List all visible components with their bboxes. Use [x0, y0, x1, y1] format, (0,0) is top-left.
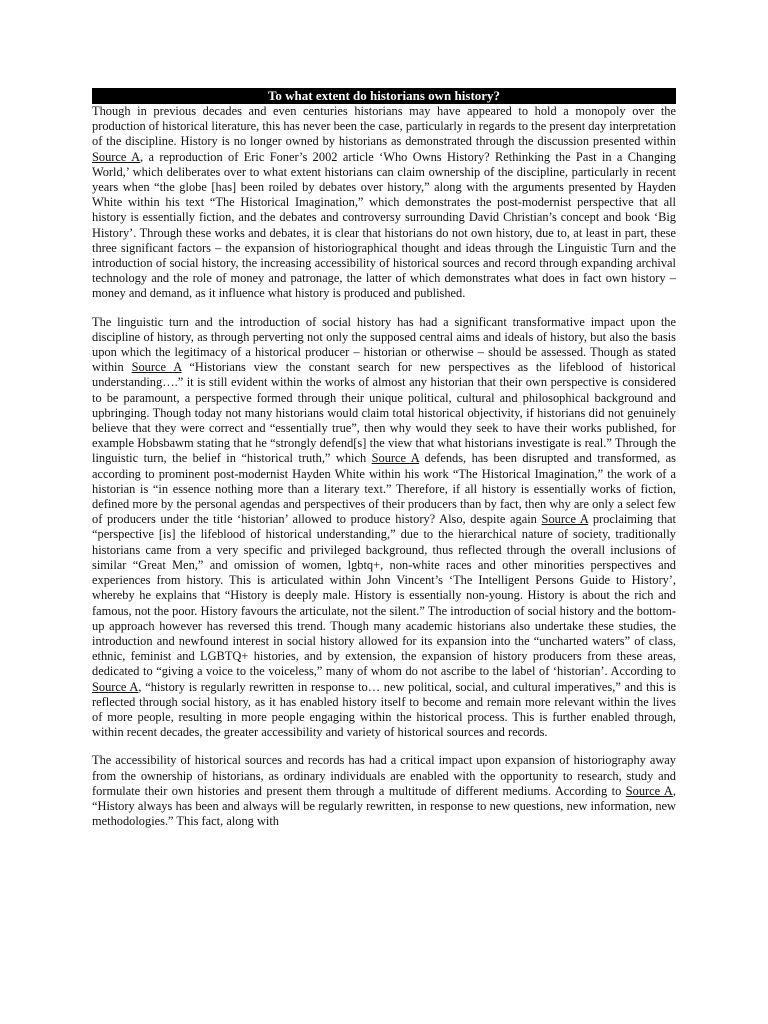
- paragraph-text: proclaiming that “perspective [is] the lifeblood of historical understanding,” due to the hierarchical nature of society, traditionally historians came from a very specific and privileged background, thus reflected through the overall inclusions of similar “Great Men,” and omission of women, lgbtq+, non-white races and other minorities perspectives and experiences from history. This is articulated within John Vincent’s ‘The Intelligent Persons Guide to History’, whereby he explains that “History is deeply male. History is essentially non-young. History is about the rich and famous, not the poor. History favours the articulate, not the silent.” The introduction of social history and the bottom-up approach however has reversed this trend. Though many academic historians also undertake these studies, the introduction and newfound interest in social history allowed for its expansion into the “uncharted waters” of class, ethnic, feminist and LGBTQ+ histories, and by extension, the expansion of history producers from these areas, dedicated to “giving a voice to the voiceless,” many of whom do not ascribe to the label of ‘historian’. According to: [92, 512, 676, 679]
- source-reference: Source A: [92, 149, 141, 164]
- paragraph-3: [92, 753, 676, 829]
- document-page: [92, 88, 676, 842]
- paragraph-text: , “history is regularly rewritten in response to… new political, social, and cultural imperatives,” and this is reflected through social history, as it has enabled history itself to become and remain more relevant within the lives of more people, resulting in more people engaging within the historical process. This is further enabled through, within recent decades, the greater accessibility and variety of historical sources and records.: [92, 679, 676, 740]
- source-reference: Source A: [625, 783, 673, 798]
- paragraph-text: defends, has been disrupted and transformed, as according to prominent post-modernist Hayden White within his work “The Historical Imagination,” the work of a historian is “in essence nothing more than a literary text.” Therefore, if all history is essentially works of fiction, defined more by the personal agendas and perspectives of their producers than by fact, then why are only a select few of producers under the title ‘historian’ allowed to produce history? Also, despite again: [92, 451, 676, 527]
- paragraph-text: “Historians view the constant search for new perspectives as the lifeblood of historical understanding….” it is still evident within the works of almost any historian that their own perspective is considered to be paramount, a perspective formed through their unique political, cultural and philosophical background and upbringing. Though today not many historians would claim total historical objectivity, if historians did not genuinely believe that they were correct and “essentially true”, then why would they seek to have their works published, for example Hobsbawm stating that he “strongly defend[s] the view that what historians investigate is real.” Through the linguistic turn, the belief in “historical truth,” which: [92, 360, 676, 466]
- paragraph-text: The accessibility of historical sources and records has had a critical impact upon expansion of historiography away from the ownership of historians, as ordinary individuals are enabled with the opportunity to research, study and formulate their own histories and present them through a multitude of different mediums. According to: [92, 753, 676, 798]
- paragraph-text: The linguistic turn and the introduction of social history has had a significant transformative impact upon the discipline of history, as through perverting not only the supposed central aims and ideals of history, but also the basis upon which the legitimacy of a historical producer – historian or otherwise – should be assessed. Though as stated within: [92, 314, 676, 375]
- document-body: [92, 104, 676, 829]
- source-reference: Source A: [92, 679, 139, 694]
- source-reference: Source A: [131, 360, 182, 375]
- source-reference: Source A: [541, 512, 589, 527]
- source-reference: Source A: [371, 451, 420, 466]
- paragraph-1: [92, 104, 676, 302]
- paragraph-text: Though in previous decades and even centuries historians may have appeared to hold a monopoly over the production of historical literature, this has never been the case, particularly in regards to the present day interpretation of the discipline. History is no longer owned by historians as demonstrated through the discussion presented within: [92, 104, 676, 149]
- paragraph-2: [92, 315, 676, 741]
- paragraph-text: , a reproduction of Eric Foner’s 2002 article ‘Who Owns History? Rethinking the Past in a Changing World,’ which deliberates over to what extent historians can claim ownership of the discipline, particularly in recent years when “the globe [has] been roiled by debates over history,” along with the arguments presented by Hayden White within his text “The Historical Imagination,” which demonstrates the post-modernist perspective that all history is essentially fiction, and the debates and controversy surrounding David Christian’s concept and book ‘Big History’. Through these works and debates, it is clear that historians do not own history, due to, at least in part, these three significant factors – the expansion of historiographical thought and ideas through the Linguistic Turn and the introduction of social history, the increasing accessibility of historical sources and record through expanding archival technology and the role of money and patronage, the latter of which demonstrates what does in fact own history – money and demand, as it influence what history is produced and published.: [92, 149, 676, 301]
- document-title: To what extent do historians own history?: [92, 88, 676, 104]
- paragraph-text: , “History always has been and always will be regularly rewritten, in response to new questions, new information, new methodologies.” This fact, along with: [92, 783, 676, 829]
